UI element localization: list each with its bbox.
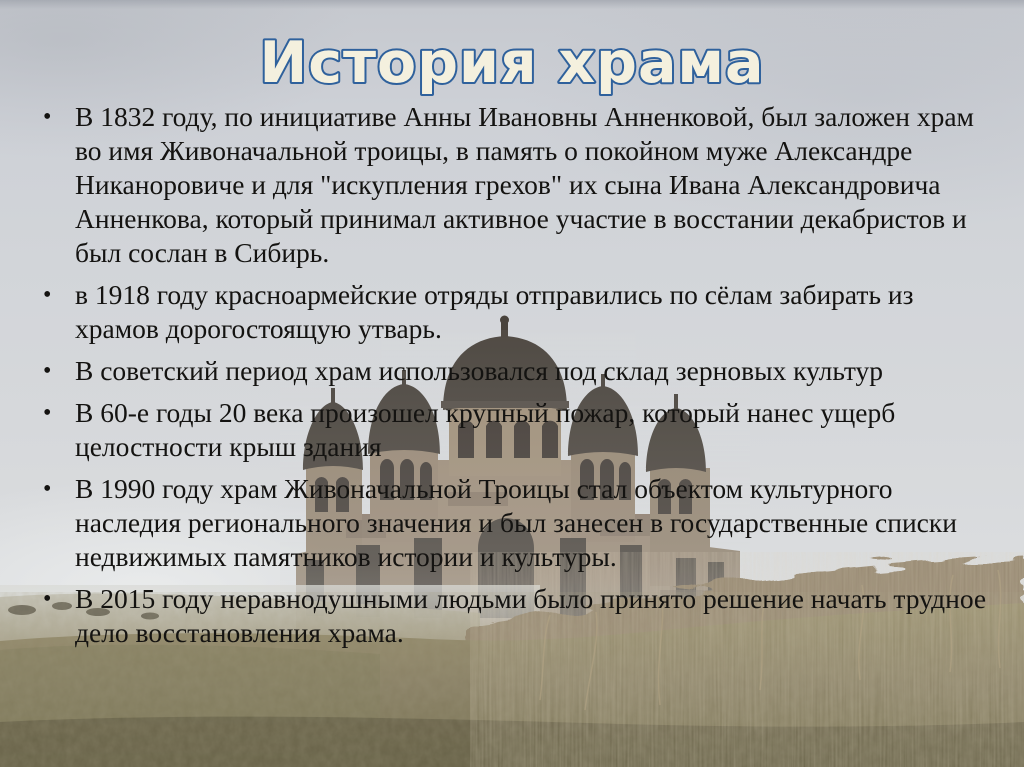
slide-title [0, 14, 1024, 106]
bullet-text: В советский период храм использовался под склад зерновых культур [75, 355, 884, 386]
bullet-item [40, 278, 988, 346]
bullet-marker: • [43, 400, 52, 426]
bullet-marker: • [43, 476, 52, 502]
bullet-text: В 60-е годы 20 века произошел крупный пожар, который нанес ущерб целостности крыш здания [75, 397, 896, 462]
bullet-marker: • [43, 358, 52, 384]
bullet-text: в 1918 году красноармейские отряды отправились по сёлам забирать из храмов дорогостоящую утварь. [75, 279, 914, 344]
slide-title-text: История храма [259, 30, 765, 96]
bullet-text: В 2015 году неравнодушными людьми было принято решение начать трудное дело восстановления храма. [75, 583, 987, 648]
bullet-list [40, 100, 988, 658]
bullet-item [40, 582, 988, 650]
bullet-item [40, 354, 988, 388]
bullet-marker: • [43, 586, 52, 612]
bullet-item [40, 472, 988, 574]
bullet-item [40, 396, 988, 464]
bullet-text: В 1990 году храм Живоначальной Троицы стал объектом культурного наследия регионального значения и был занесен в государственные списки недвижимых памятников истории и культуры. [75, 473, 957, 572]
bullet-marker: • [43, 282, 52, 308]
bullet-item [40, 100, 988, 270]
bullet-text: В 1832 году, по инициативе Анны Ивановны Анненковой, был заложен храм во имя Живоначальной троицы, в память о покойном муже Александре Никаноровиче и для "искупления грехов" их сына Ивана Александровича Анненкова, который принимал активное участие в восстании декабристов и был сослан в Сибирь. [75, 101, 974, 268]
bullet-marker: • [43, 104, 52, 130]
